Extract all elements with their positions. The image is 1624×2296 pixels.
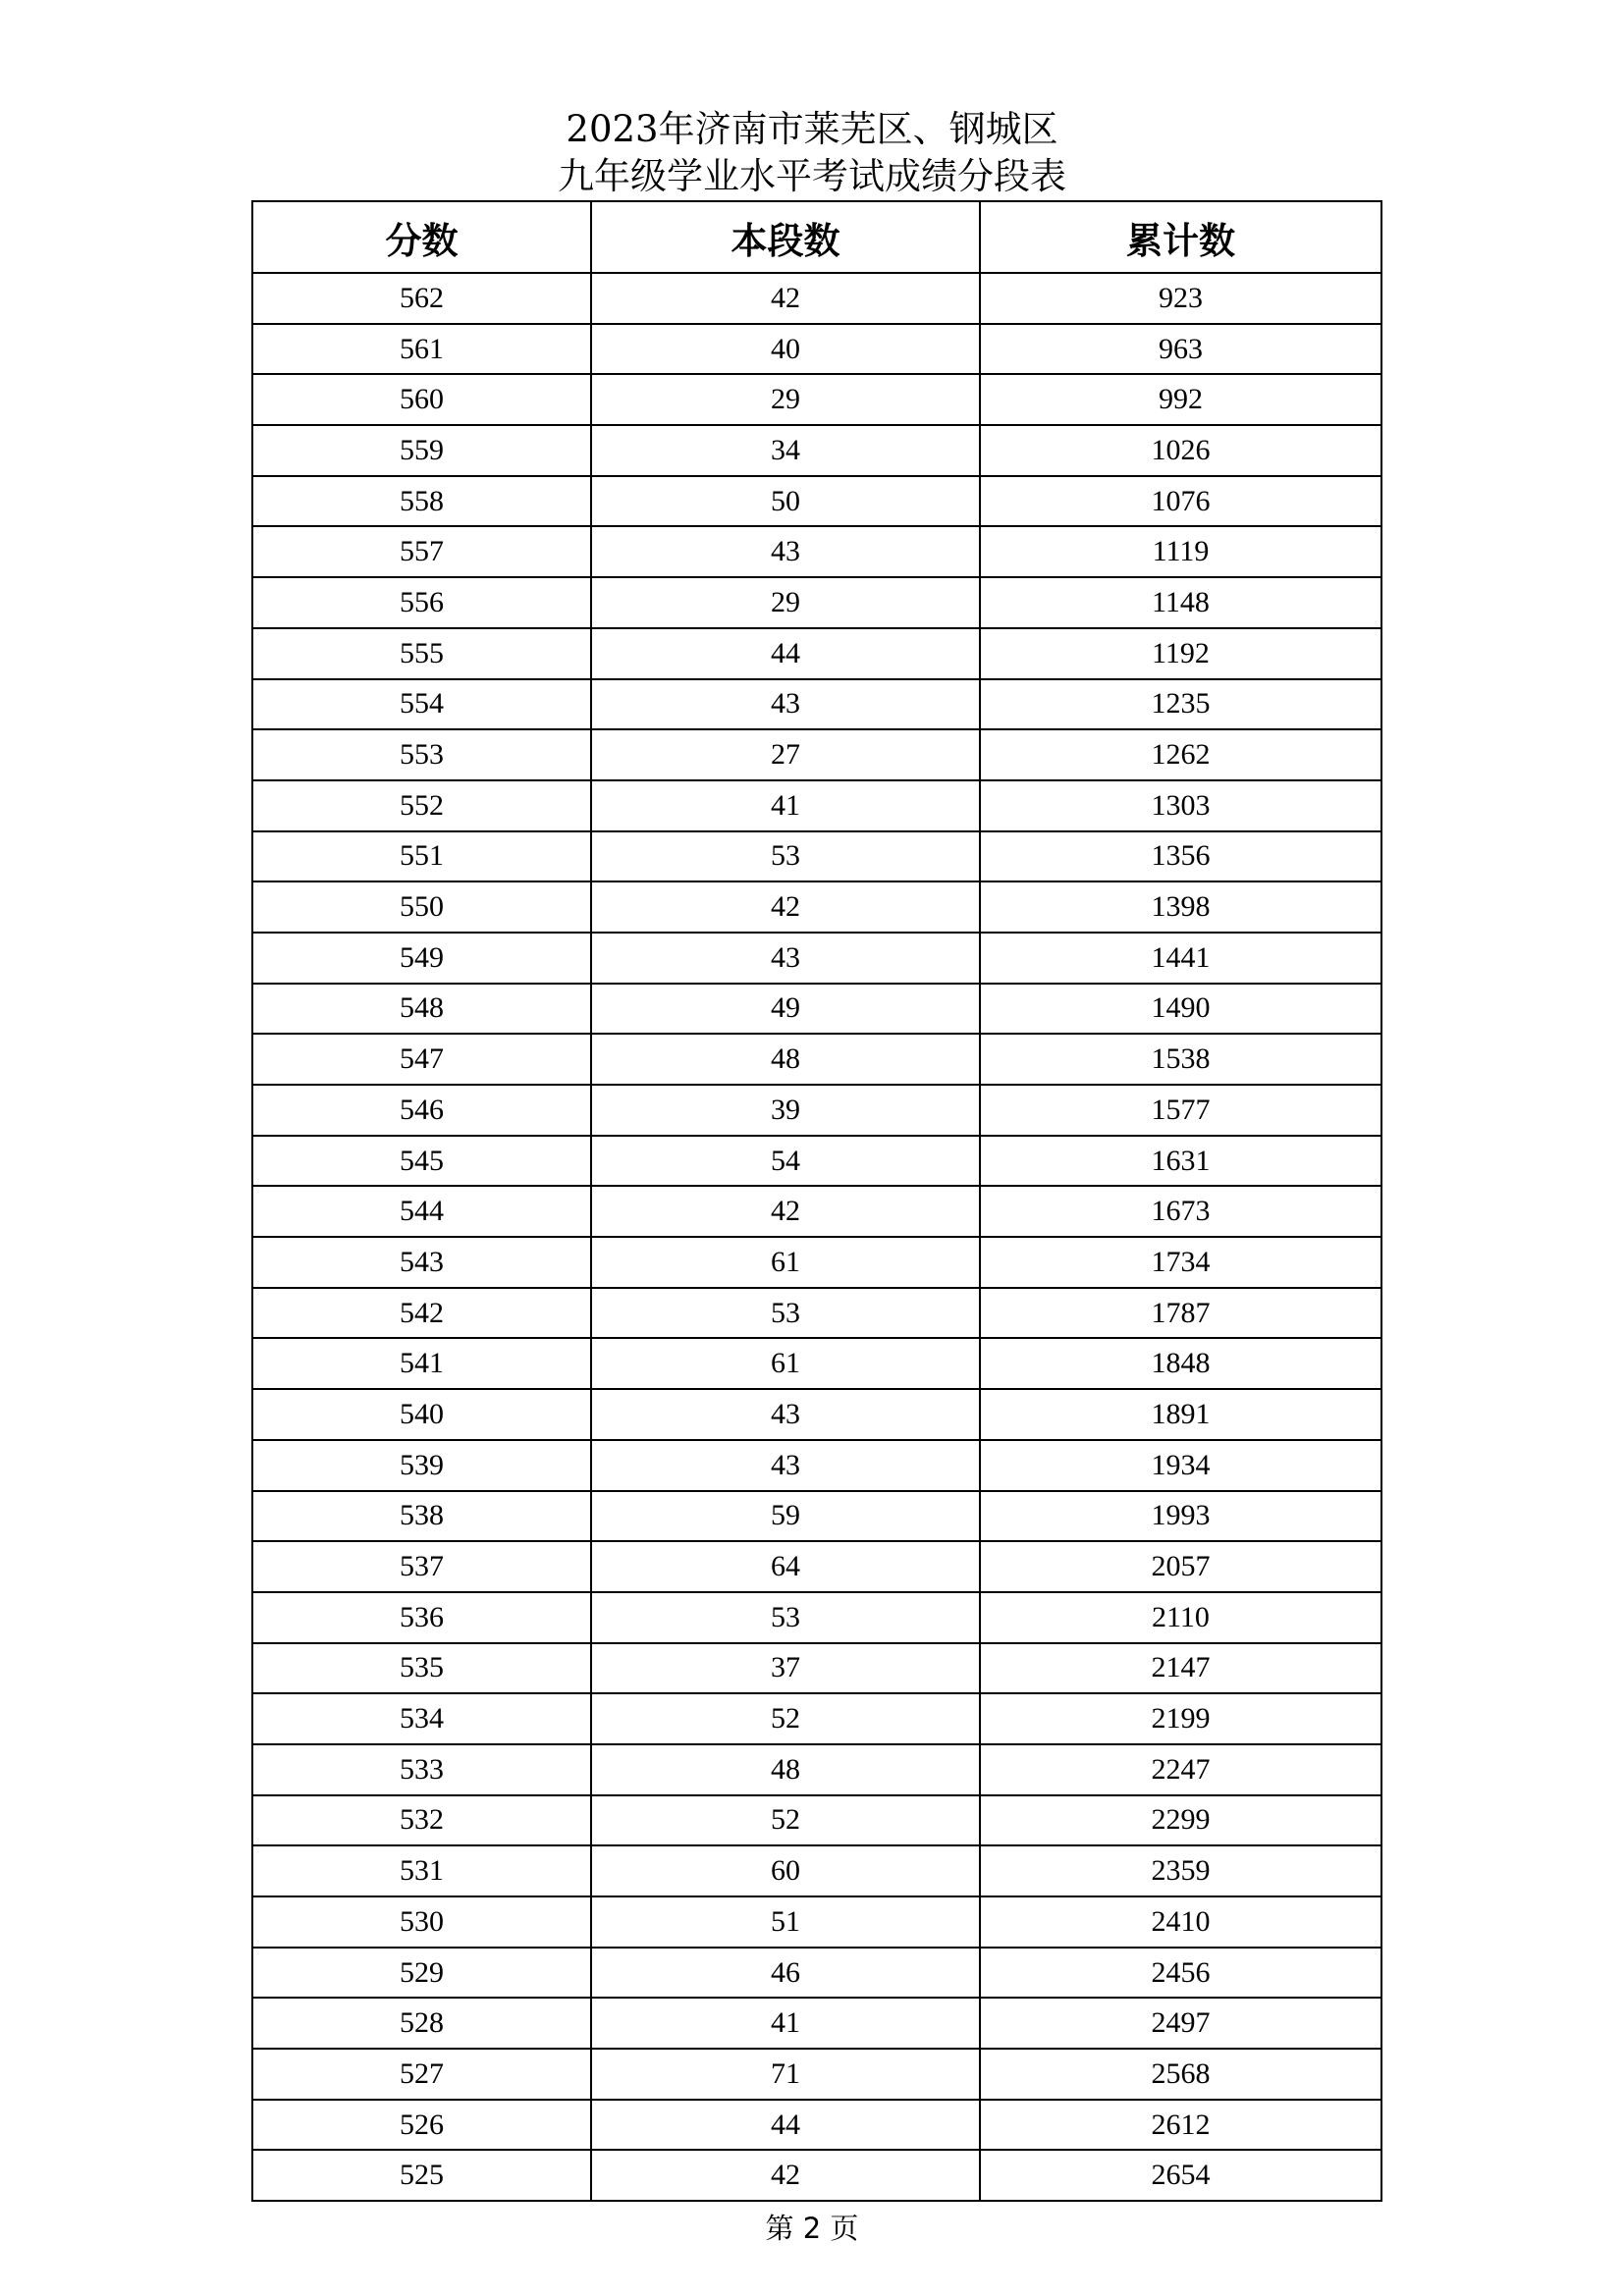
cell-score: 550 <box>252 881 591 933</box>
cell-score: 536 <box>252 1592 591 1643</box>
table-row <box>252 425 1381 476</box>
cell-segment-count: 43 <box>591 933 980 984</box>
cell-cumulative-count: 1192 <box>980 628 1381 679</box>
table-row <box>252 1338 1381 1389</box>
cell-cumulative-count: 1303 <box>980 780 1381 831</box>
cell-score: 559 <box>252 425 591 476</box>
cell-cumulative-count: 1934 <box>980 1440 1381 1491</box>
table-row <box>252 1440 1381 1491</box>
table-row <box>252 1693 1381 1744</box>
cell-segment-count: 43 <box>591 526 980 577</box>
table-row <box>252 1237 1381 1288</box>
page-number: 第 2 页 <box>765 2212 859 2245</box>
cell-segment-count: 49 <box>591 984 980 1035</box>
cell-segment-count: 53 <box>591 1592 980 1643</box>
cell-cumulative-count: 1538 <box>980 1034 1381 1085</box>
cell-cumulative-count: 1076 <box>980 476 1381 527</box>
cell-cumulative-count: 1026 <box>980 425 1381 476</box>
cell-segment-count: 29 <box>591 577 980 628</box>
cell-segment-count: 43 <box>591 1389 980 1440</box>
cell-segment-count: 42 <box>591 2150 980 2201</box>
cell-cumulative-count: 1848 <box>980 1338 1381 1389</box>
cell-cumulative-count: 1398 <box>980 881 1381 933</box>
cell-segment-count: 60 <box>591 1845 980 1896</box>
table-row <box>252 831 1381 882</box>
cell-segment-count: 50 <box>591 476 980 527</box>
cell-segment-count: 40 <box>591 324 980 375</box>
cell-score: 549 <box>252 933 591 984</box>
cell-cumulative-count: 2456 <box>980 1948 1381 1999</box>
table-row <box>252 1592 1381 1643</box>
cell-score: 526 <box>252 2100 591 2151</box>
cell-score: 530 <box>252 1896 591 1948</box>
page-subtitle: 九年级学业水平考试成绩分段表 <box>558 155 1066 197</box>
cell-cumulative-count: 2359 <box>980 1845 1381 1896</box>
cell-score: 543 <box>252 1237 591 1288</box>
cell-segment-count: 52 <box>591 1795 980 1846</box>
table-row <box>252 1998 1381 2049</box>
cell-score: 531 <box>252 1845 591 1896</box>
cell-cumulative-count: 2654 <box>980 2150 1381 2201</box>
table-row <box>252 729 1381 780</box>
cell-segment-count: 44 <box>591 2100 980 2151</box>
cell-segment-count: 61 <box>591 1338 980 1389</box>
cell-score: 540 <box>252 1389 591 1440</box>
table-row <box>252 1643 1381 1694</box>
cell-score: 553 <box>252 729 591 780</box>
table-row <box>252 1389 1381 1440</box>
cell-cumulative-count: 1577 <box>980 1085 1381 1136</box>
cell-cumulative-count: 2410 <box>980 1896 1381 1948</box>
cell-score: 538 <box>252 1491 591 1542</box>
cell-cumulative-count: 1441 <box>980 933 1381 984</box>
cell-score: 532 <box>252 1795 591 1846</box>
cell-cumulative-count: 1490 <box>980 984 1381 1035</box>
cell-segment-count: 61 <box>591 1237 980 1288</box>
table-row <box>252 1896 1381 1948</box>
table-row <box>252 1948 1381 1999</box>
cell-segment-count: 34 <box>591 425 980 476</box>
cell-cumulative-count: 1235 <box>980 679 1381 730</box>
cell-score: 537 <box>252 1541 591 1592</box>
cell-segment-count: 43 <box>591 679 980 730</box>
cell-score: 547 <box>252 1034 591 1085</box>
table-row <box>252 324 1381 375</box>
cell-cumulative-count: 1262 <box>980 729 1381 780</box>
table-row <box>252 577 1381 628</box>
cell-segment-count: 64 <box>591 1541 980 1592</box>
table-row <box>252 1795 1381 1846</box>
cell-score: 548 <box>252 984 591 1035</box>
cell-segment-count: 59 <box>591 1491 980 1542</box>
table-row <box>252 1845 1381 1896</box>
table-row <box>252 1136 1381 1187</box>
table-row <box>252 476 1381 527</box>
cell-cumulative-count: 1631 <box>980 1136 1381 1187</box>
table-row <box>252 1541 1381 1592</box>
table-row <box>252 2049 1381 2100</box>
header-segment-count: 本段数 <box>591 201 980 273</box>
cell-score: 552 <box>252 780 591 831</box>
cell-score: 562 <box>252 273 591 324</box>
cell-score: 527 <box>252 2049 591 2100</box>
cell-segment-count: 44 <box>591 628 980 679</box>
cell-segment-count: 41 <box>591 780 980 831</box>
table-row <box>252 374 1381 425</box>
table-row <box>252 780 1381 831</box>
page-title: 2023年济南市莱芜区、钢城区 <box>566 108 1058 150</box>
cell-cumulative-count: 1891 <box>980 1389 1381 1440</box>
table-row <box>252 933 1381 984</box>
cell-score: 546 <box>252 1085 591 1136</box>
score-distribution-table <box>251 200 1382 2202</box>
cell-segment-count: 27 <box>591 729 980 780</box>
cell-cumulative-count: 923 <box>980 273 1381 324</box>
cell-segment-count: 43 <box>591 1440 980 1491</box>
cell-score: 558 <box>252 476 591 527</box>
cell-score: 560 <box>252 374 591 425</box>
cell-segment-count: 52 <box>591 1693 980 1744</box>
cell-score: 534 <box>252 1693 591 1744</box>
table-row <box>252 1085 1381 1136</box>
table-row <box>252 984 1381 1035</box>
cell-segment-count: 51 <box>591 1896 980 1948</box>
cell-cumulative-count: 2247 <box>980 1744 1381 1795</box>
cell-cumulative-count: 1148 <box>980 577 1381 628</box>
cell-cumulative-count: 1993 <box>980 1491 1381 1542</box>
cell-cumulative-count: 2612 <box>980 2100 1381 2151</box>
table-row <box>252 526 1381 577</box>
table-row <box>252 1288 1381 1339</box>
cell-cumulative-count: 2199 <box>980 1693 1381 1744</box>
cell-cumulative-count: 1734 <box>980 1237 1381 1288</box>
cell-score: 542 <box>252 1288 591 1339</box>
cell-segment-count: 53 <box>591 1288 980 1339</box>
cell-cumulative-count: 1673 <box>980 1186 1381 1237</box>
table-row <box>252 881 1381 933</box>
cell-segment-count: 42 <box>591 273 980 324</box>
cell-score: 529 <box>252 1948 591 1999</box>
cell-segment-count: 53 <box>591 831 980 882</box>
cell-score: 557 <box>252 526 591 577</box>
cell-segment-count: 71 <box>591 2049 980 2100</box>
cell-score: 554 <box>252 679 591 730</box>
cell-score: 561 <box>252 324 591 375</box>
cell-segment-count: 39 <box>591 1085 980 1136</box>
cell-score: 535 <box>252 1643 591 1694</box>
cell-score: 528 <box>252 1998 591 2049</box>
cell-segment-count: 54 <box>591 1136 980 1187</box>
cell-cumulative-count: 2497 <box>980 1998 1381 2049</box>
header-cumulative-count: 累计数 <box>980 201 1381 273</box>
cell-cumulative-count: 963 <box>980 324 1381 375</box>
cell-score: 544 <box>252 1186 591 1237</box>
cell-score: 539 <box>252 1440 591 1491</box>
cell-segment-count: 41 <box>591 1998 980 2049</box>
table-row <box>252 273 1381 324</box>
cell-score: 545 <box>252 1136 591 1187</box>
cell-cumulative-count: 2299 <box>980 1795 1381 1846</box>
cell-score: 533 <box>252 1744 591 1795</box>
cell-cumulative-count: 2568 <box>980 2049 1381 2100</box>
cell-score: 541 <box>252 1338 591 1389</box>
cell-cumulative-count: 2057 <box>980 1541 1381 1592</box>
table-row <box>252 1744 1381 1795</box>
cell-cumulative-count: 1787 <box>980 1288 1381 1339</box>
cell-segment-count: 48 <box>591 1744 980 1795</box>
cell-segment-count: 37 <box>591 1643 980 1694</box>
cell-cumulative-count: 2147 <box>980 1643 1381 1694</box>
table-row <box>252 1186 1381 1237</box>
table-row <box>252 1034 1381 1085</box>
table-row <box>252 628 1381 679</box>
cell-segment-count: 42 <box>591 1186 980 1237</box>
cell-cumulative-count: 1119 <box>980 526 1381 577</box>
cell-segment-count: 42 <box>591 881 980 933</box>
cell-score: 525 <box>252 2150 591 2201</box>
table-row <box>252 2100 1381 2151</box>
cell-cumulative-count: 1356 <box>980 831 1381 882</box>
table-row <box>252 1491 1381 1542</box>
table-body <box>252 273 1381 2201</box>
cell-segment-count: 48 <box>591 1034 980 1085</box>
table-row <box>252 679 1381 730</box>
table-header-row <box>252 201 1381 273</box>
cell-cumulative-count: 992 <box>980 374 1381 425</box>
table-row <box>252 2150 1381 2201</box>
header-score: 分数 <box>252 201 591 273</box>
cell-score: 551 <box>252 831 591 882</box>
cell-segment-count: 46 <box>591 1948 980 1999</box>
cell-score: 556 <box>252 577 591 628</box>
cell-cumulative-count: 2110 <box>980 1592 1381 1643</box>
cell-score: 555 <box>252 628 591 679</box>
cell-segment-count: 29 <box>591 374 980 425</box>
